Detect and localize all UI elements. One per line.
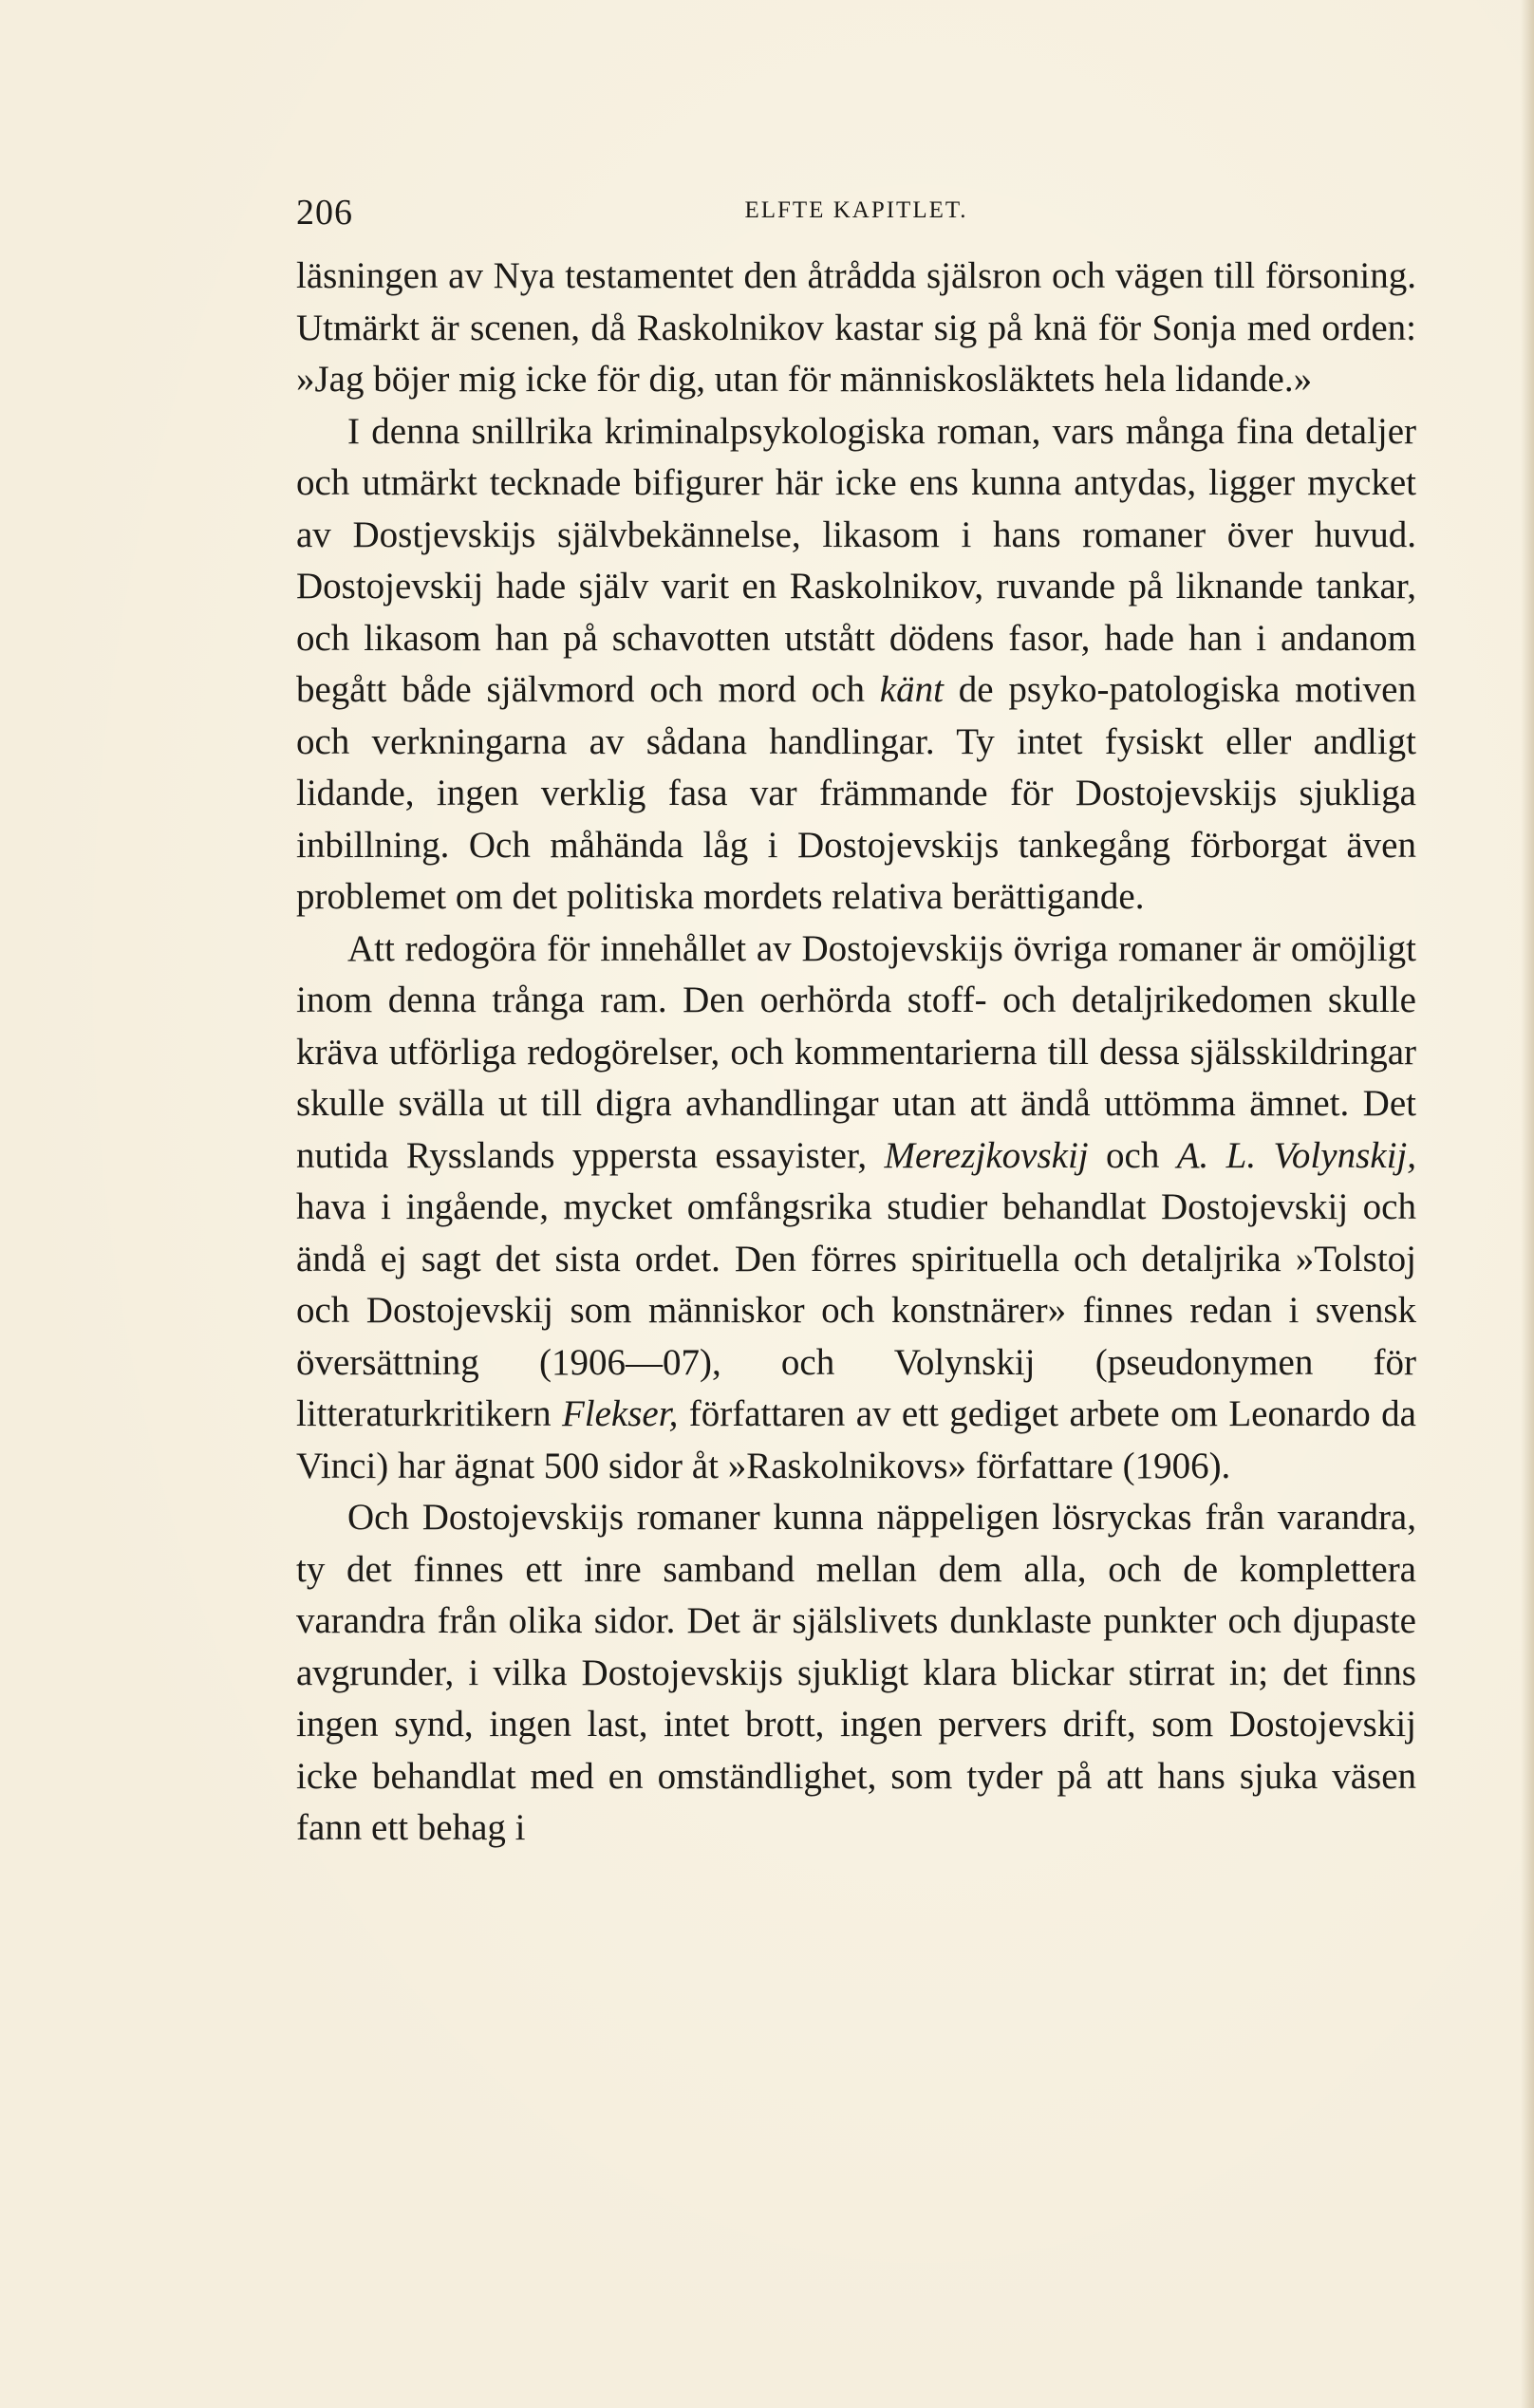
page-number: 206 bbox=[296, 193, 353, 233]
paragraph-3-text-c: hava i ingående, mycket omfångsrika studier behandlat Dostojevskij och ändå ej sagt det sista ordet. Den förres spirituella och detaljrika »Tolstoj och Dostojevskij som människor och konstnärer» finnes redan i svensk översättning (1906—07), och Volynskij (pseudonymen för litteraturkritikern bbox=[296, 1186, 1416, 1434]
italic-name-volynskij: A. L. Volynskij, bbox=[1176, 1134, 1416, 1176]
paragraph-1-text: läsningen av Nya testamentet den åtrådda själsron och vägen till försoning. Utmärkt är scenen, då Raskolnikov kastar sig på knä för Sonja med orden: »Jag böjer mig icke för dig, utan för människosläktets hela lidande.» bbox=[296, 255, 1416, 400]
paragraph-3-text-b: och bbox=[1088, 1134, 1177, 1176]
paragraph-1 bbox=[296, 251, 1416, 406]
page-edge-shadow bbox=[1521, 0, 1534, 2408]
page-header bbox=[296, 192, 1416, 239]
body-text bbox=[296, 251, 1416, 1855]
italic-name-flekser: Flekser, bbox=[561, 1393, 679, 1434]
italic-word-kant: känt bbox=[879, 669, 944, 710]
paragraph-3-text-d: författaren av ett gediget arbete om Leonardo da Vinci) har ägnat 500 sidor åt »Raskolnikovs» författare (1906). bbox=[296, 1393, 1416, 1486]
italic-name-merezjkovskij: Merezjkovskij bbox=[884, 1134, 1089, 1176]
paragraph-2 bbox=[296, 406, 1416, 924]
running-head: ELFTE KAPITLET. bbox=[744, 197, 968, 223]
paragraph-4 bbox=[296, 1492, 1416, 1855]
paragraph-3 bbox=[296, 924, 1416, 1493]
paragraph-4-text: Och Dostojevskijs romaner kunna näppeligen lösryckas från varandra, ty det finnes ett inre samband mellan dem alla, och de komplettera varandra från olika sidor. Det är själslivets dunklaste punkter och djupaste avgrunder, i vilka Dostojevskijs sjukligt klara blickar stirrat in; det finns ingen synd, ingen last, intet brott, ingen pervers drift, som Dostojevskij icke behandlat med en omständlighet, som tyder på att hans sjuka väsen fann ett behag i bbox=[296, 1497, 1416, 1848]
paragraph-2-text-b: de psyko-patologiska motiven och verkningarna av sådana handlingar. Ty intet fysiskt eller andligt lidande, ingen verklig fasa var främmande för Dostojevskijs sjukliga inbillning. Och måhända låg i Dostojevskijs tankegång förborgat även problemet om det politiska mordets relativa berättigande. bbox=[296, 669, 1416, 917]
paragraph-3-text-a: Att redogöra för innehållet av Dostojevskijs övriga romaner är omöjligt inom denna trånga ram. Den oerhörda stoff- och detaljrikedomen skulle kräva utförliga redogörelser, och kommentarierna till dessa själsskildringar skulle svälla ut till digra avhandlingar utan att ändå uttömma ämnet. Det nutida Rysslands yppersta essayister, bbox=[296, 927, 1416, 1176]
paragraph-2-text-a: I denna snillrika kriminalpsykologiska roman, vars många fina detaljer och utmärkt tecknade bifigurer här icke ens kunna antydas, ligger mycket av Dostjevskijs självbekännelse, likasom i hans romaner över huvud. Dostojevskij hade själv varit en Raskolnikov, ruvande på liknande tankar, och likasom han på schavotten utstått dödens fasor, hade han i andanom begått både självmord och mord och bbox=[296, 410, 1416, 710]
